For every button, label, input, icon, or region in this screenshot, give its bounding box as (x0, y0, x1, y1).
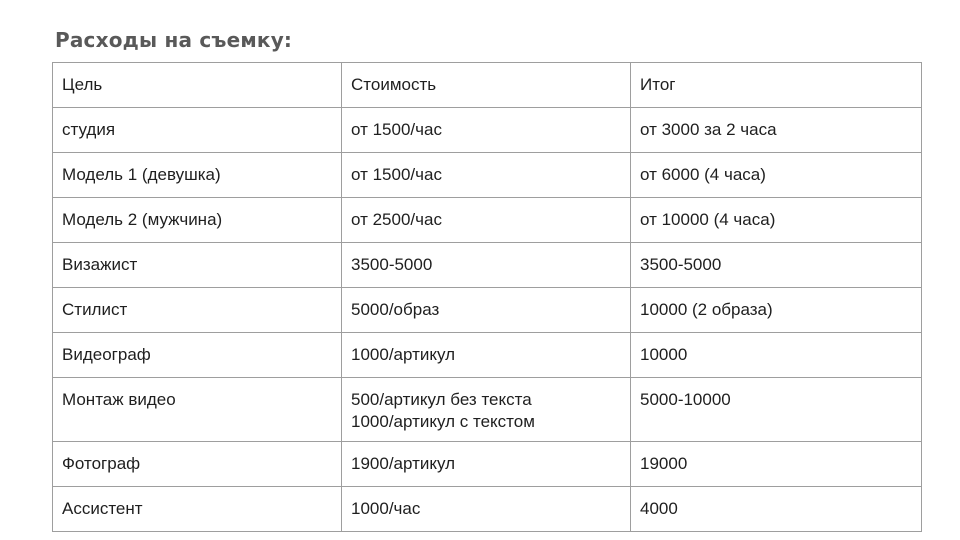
table-row (53, 198, 922, 243)
cost-line: 3500-5000 (351, 255, 433, 274)
table-row (53, 333, 922, 378)
cell-cost (342, 487, 631, 532)
cell-total: 4000 (631, 487, 922, 532)
cell-total: 3500-5000 (631, 243, 922, 288)
table-row (53, 487, 922, 532)
cell-total: 19000 (631, 442, 922, 487)
cost-table (52, 62, 922, 532)
cell-total: 10000 (631, 333, 922, 378)
cell-cost (342, 442, 631, 487)
page-title: Расходы на съемку: (55, 28, 293, 52)
cell-cost (342, 243, 631, 288)
cell-goal: Визажист (53, 243, 342, 288)
cell-total: от 10000 (4 часа) (631, 198, 922, 243)
cell-total: 10000 (2 образа) (631, 288, 922, 333)
cell-cost (342, 333, 631, 378)
cost-line: 500/артикул без текста (351, 390, 532, 409)
cell-goal: Ассистент (53, 487, 342, 532)
table-row (53, 378, 922, 442)
table-row (53, 243, 922, 288)
cell-goal: Модель 2 (мужчина) (53, 198, 342, 243)
column-header-total: Итог (631, 63, 922, 108)
cost-line: от 1500/час (351, 165, 442, 184)
cost-line: от 2500/час (351, 210, 442, 229)
cost-line: 5000/образ (351, 300, 440, 319)
cell-goal: Монтаж видео (53, 378, 342, 442)
table-row (53, 288, 922, 333)
cell-cost (342, 378, 631, 442)
table-row (53, 442, 922, 487)
cell-cost (342, 288, 631, 333)
cell-cost (342, 153, 631, 198)
column-header-cost: Стоимость (342, 63, 631, 108)
cell-cost (342, 108, 631, 153)
cost-line: 1000/артикул (351, 345, 456, 364)
cell-goal: Видеограф (53, 333, 342, 378)
cell-goal: студия (53, 108, 342, 153)
cost-line: 1000/артикул с текстом (351, 412, 535, 431)
table-row (53, 108, 922, 153)
table-row (53, 153, 922, 198)
cell-goal: Фотограф (53, 442, 342, 487)
cell-cost (342, 198, 631, 243)
cell-goal: Стилист (53, 288, 342, 333)
cost-line: 1000/час (351, 499, 421, 518)
column-header-goal: Цель (53, 63, 342, 108)
cell-total: 5000-10000 (631, 378, 922, 442)
cell-goal: Модель 1 (девушка) (53, 153, 342, 198)
cost-line: от 1500/час (351, 120, 442, 139)
cell-total: от 6000 (4 часа) (631, 153, 922, 198)
cost-line: 1900/артикул (351, 454, 456, 473)
table-header-row (53, 63, 922, 108)
cell-total: от 3000 за 2 часа (631, 108, 922, 153)
